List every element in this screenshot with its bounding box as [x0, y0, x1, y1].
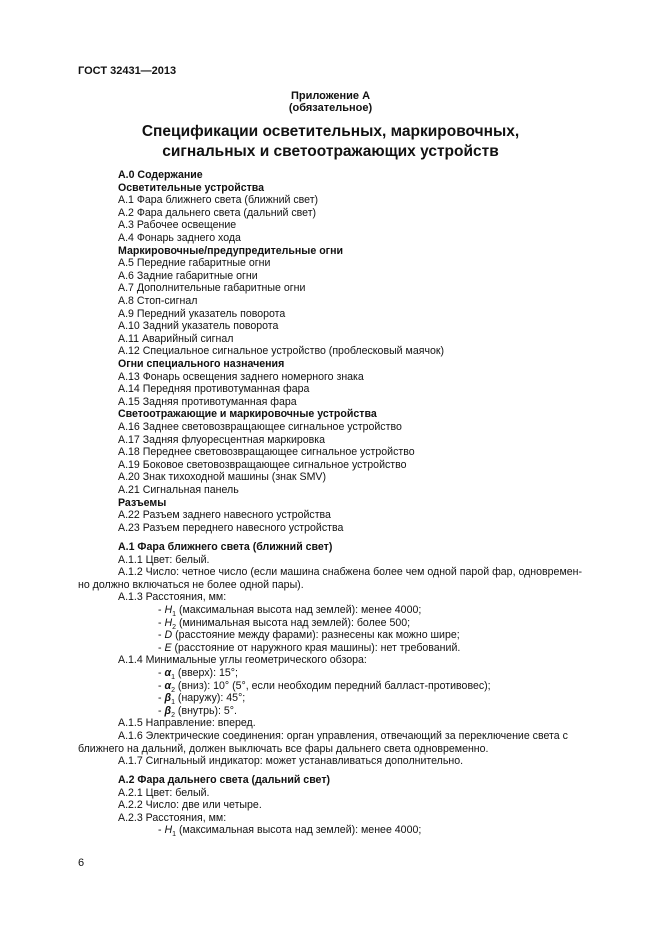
paragraph-continuation: но должно включаться не более одной пары). — [78, 578, 304, 591]
toc-heading: А.0 Содержание — [118, 169, 203, 181]
toc-group-connectors: Разъемы — [118, 496, 167, 509]
toc-item: А.5 Передние габаритные огни — [118, 257, 271, 270]
toc-item: А.18 Переднее световозвращающее сигнальное устройство — [118, 446, 415, 459]
toc-item: А.12 Специальное сигнальное устройство (проблесковый маячок) — [118, 345, 445, 358]
paragraph: А.1.7 Сигнальный индикатор: может устанавливаться дополнительно. — [118, 755, 464, 768]
toc-item: А.7 Дополнительные габаритные огни — [118, 282, 306, 295]
list-item: - $H_1$ (максимальная высота над землей): менее 4000; — [158, 604, 422, 619]
toc-group-marking: Маркировочные/предупредительные огни — [118, 244, 343, 257]
toc-item: А.21 Сигнальная панель — [118, 484, 239, 496]
page-number: 6 — [78, 857, 85, 869]
section-a1-heading: А.1 Фара ближнего света (ближний свет) — [118, 541, 333, 553]
toc-item: А.11 Аварийный сигнал — [118, 332, 234, 345]
toc-item: А.10 Задний указатель поворота — [118, 320, 279, 333]
toc-item: А.19 Боковое световозвращающее сигнальное устройство — [118, 458, 407, 471]
toc-group-reflective: Светоотражающие и маркировочные устройства — [118, 408, 377, 421]
toc-item: А.6 Задние габаритные огни — [118, 269, 258, 282]
toc-item: А.17 Задняя флуоресцентная маркировка — [118, 433, 326, 446]
list-item: - $H_2$ (минимальная высота над землей): более 500; — [158, 616, 411, 631]
list-item: - D (расстояние между фарами): разнесены как можно шире; — [158, 629, 460, 642]
appendix-status: (обязательное) — [288, 102, 373, 114]
list-item: - $\alpha_2$ (вниз): 10° (5°, если необходим передний балласт-противовес); — [158, 679, 491, 694]
toc-group-special: Огни специального назначения — [118, 358, 285, 370]
list-item: - $\alpha_1$ (вверх): 15°; — [158, 667, 238, 682]
toc-item: А.13 Фонарь освещения заднего номерного знака — [118, 370, 364, 383]
paragraph: А.2.1 Цвет: белый. — [118, 786, 210, 799]
paragraph: А.1.1 Цвет: белый. — [118, 553, 210, 566]
paragraph: А.2.3 Расстояния, мм: — [118, 811, 227, 824]
paragraph: А.1.3 Расстояния, мм: — [118, 591, 227, 604]
toc-item: А.14 Передняя противотуманная фара — [118, 383, 310, 396]
toc-item: А.15 Задняя противотуманная фара — [118, 395, 297, 408]
list-item: - $H_1$ (максимальная высота над землей): менее 4000; — [158, 824, 422, 839]
appendix-label: Приложение А — [290, 90, 371, 102]
list-item: - E (расстояние от наружного края машины): нет требований. — [158, 641, 461, 654]
paragraph: А.1.4 Минимальные углы геометрического обзора: — [118, 654, 367, 667]
toc-item: А.1 Фара ближнего света (ближний свет) — [118, 194, 319, 207]
toc-item: А.22 Разъем заднего навесного устройства — [118, 509, 331, 522]
section-a2-heading: А.2 Фара дальнего света (дальний свет) — [118, 774, 331, 786]
paragraph: А.2.2 Число: две или четыре. — [118, 799, 262, 812]
document-header: ГОСТ 32431—2013 — [78, 65, 177, 77]
toc-item: А.8 Стоп-сигнал — [118, 295, 198, 307]
paragraph: А.1.6 Электрические соединения: орган управления, отвечающий за переключение света с — [118, 730, 568, 742]
toc-item: А.20 Знак тихоходной машины (знак SMV) — [118, 471, 326, 484]
list-item: - $\beta_1$ (наружу): 45°; — [158, 692, 246, 707]
appendix-title-line2: сигнальных и светоотражающих устройств — [162, 143, 499, 160]
appendix-title-line1: Спецификации осветительных, маркировочных, — [141, 123, 520, 140]
toc-group-lighting: Осветительные устройства — [118, 181, 265, 194]
toc-item: А.9 Передний указатель поворота — [118, 307, 286, 320]
paragraph: А.1.5 Направление: вперед. — [118, 717, 256, 730]
paragraph-continuation: ближнего на дальний, должен выключать все фары дальнего света одновременно. — [78, 742, 489, 755]
toc-item: А.16 Заднее световозвращающее сигнальное устройство — [118, 421, 402, 433]
toc-item: А.4 Фонарь заднего хода — [118, 232, 241, 244]
toc-item: А.2 Фара дальнего света (дальний свет) — [118, 206, 317, 219]
toc-item: А.3 Рабочее освещение — [118, 219, 237, 232]
toc-item: А.23 Разъем переднего навесного устройства — [118, 521, 344, 534]
list-item: - $\beta_2$ (внутрь): 5°. — [158, 704, 237, 719]
paragraph: А.1.2 Число: четное число (если машина снабжена более чем одной парой фар, одновремен- — [118, 566, 582, 579]
